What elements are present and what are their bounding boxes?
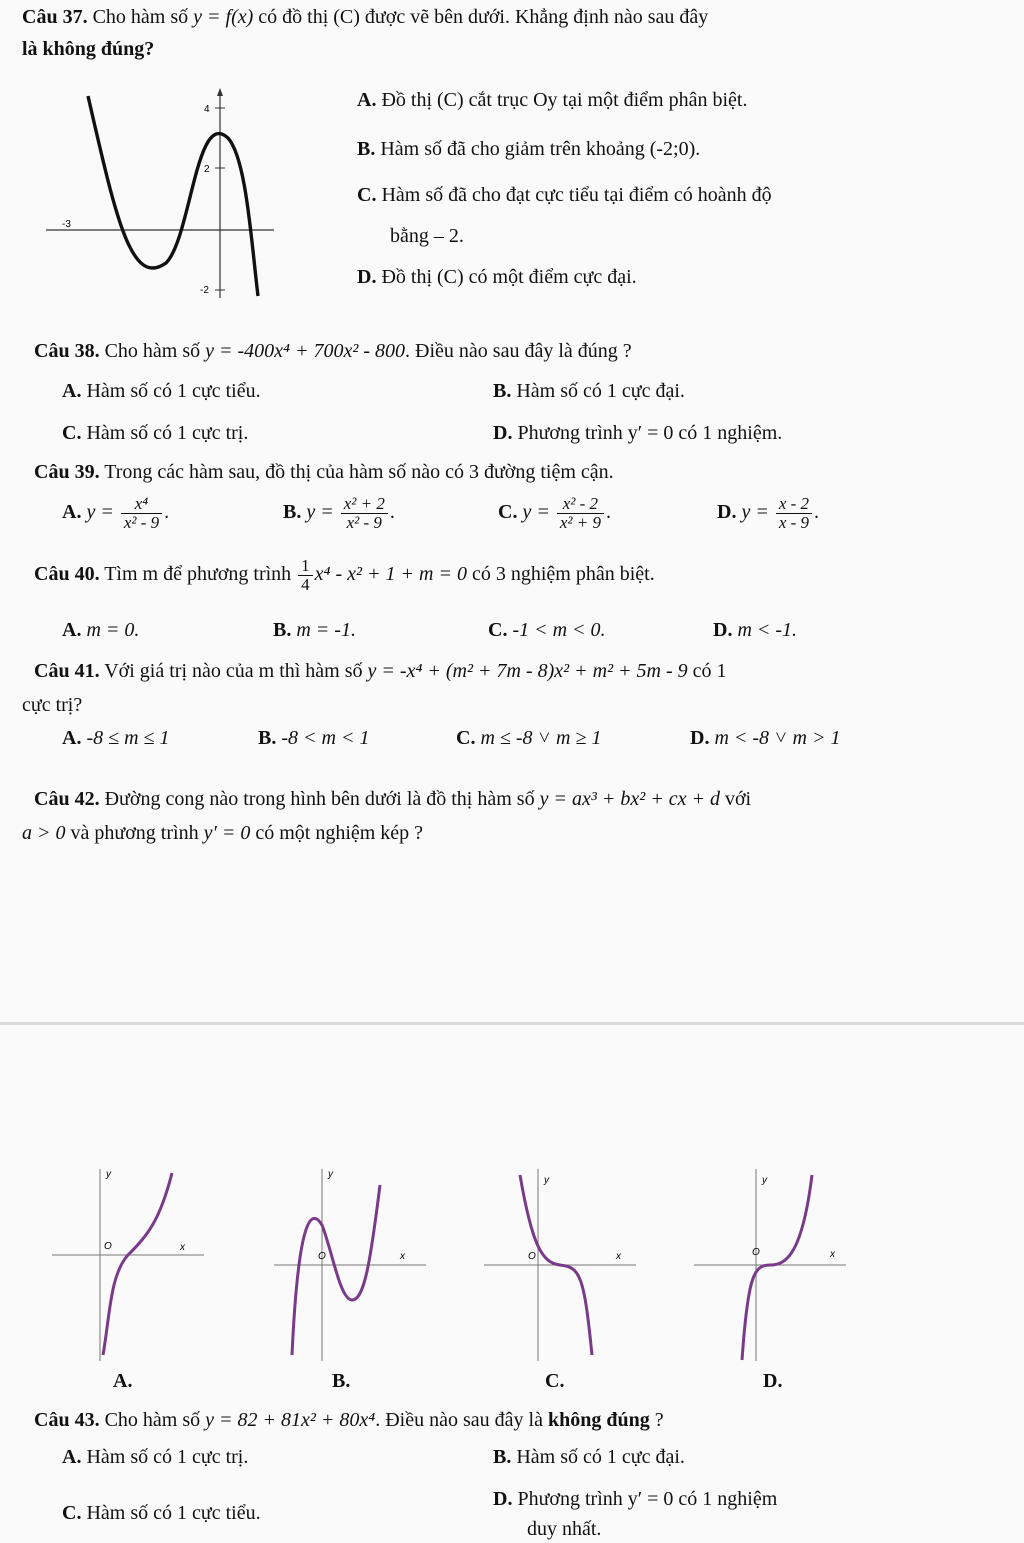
q37-curve	[88, 96, 258, 296]
q43-option-a-text: Hàm số có 1 cực trị.	[86, 1446, 249, 1468]
q39-option-d-lhs: y =	[741, 500, 769, 523]
q39-option-c-fraction	[557, 495, 604, 532]
q39-option-a-den: x² - 9	[123, 512, 160, 532]
q39-option-b-den: x² - 9	[346, 512, 382, 532]
q37-option-c[interactable]	[357, 184, 772, 207]
q42-b-origin-label: O	[318, 1251, 326, 1262]
q39-option-d[interactable]: D. y = $\frac{x - 2}{x - 9}$ .	[717, 494, 820, 532]
q37-label-2: 2	[204, 164, 210, 175]
q43-option-d-cont: duy nhất.	[527, 1518, 602, 1540]
q41-option-b[interactable]	[258, 727, 369, 750]
q37-option-d[interactable]	[357, 266, 637, 289]
q40-option-d[interactable]	[713, 619, 797, 642]
q39-option-c-label: C.	[498, 500, 518, 523]
q42-graph-c	[480, 1165, 640, 1365]
q37-stem-line2: là không đúng?	[22, 38, 155, 60]
q42-a-curve	[103, 1173, 172, 1355]
q37-option-a[interactable]	[357, 89, 747, 112]
q40-option-a-label: A.	[62, 619, 82, 641]
q37-graph	[46, 88, 278, 300]
q43-stem-b: . Điều nào sau đây là	[375, 1409, 543, 1431]
q40-stem-a: Tìm m để phương trình	[104, 562, 292, 585]
q40-stem	[34, 557, 655, 594]
q37-label-neg3: -3	[62, 219, 71, 230]
q41-stem-line1	[34, 660, 727, 683]
q42-graph-b-label[interactable]: B.	[332, 1370, 351, 1392]
q41-option-d[interactable]	[690, 727, 841, 750]
q41-option-b-text: -8 < m < 1	[281, 727, 370, 749]
q38-option-a[interactable]	[62, 380, 261, 403]
q38-option-a-text: Hàm số có 1 cực tiểu.	[86, 380, 261, 402]
q41-option-c[interactable]	[456, 727, 601, 750]
q43-option-a[interactable]	[62, 1446, 248, 1469]
q39-option-a-lhs: y =	[86, 500, 114, 523]
q42-d-curve	[742, 1175, 812, 1360]
q43-function: y = 82 + 81x² + 80x⁴	[205, 1409, 376, 1431]
q39-option-b-num: x² + 2	[341, 495, 388, 514]
q39-option-a[interactable]: A. y = $\frac{\text{x⁴}}{\text{x² - 9}}$ .	[62, 494, 170, 532]
q37-stem-line1	[22, 6, 708, 29]
q42-a-origin-label: O	[104, 1241, 112, 1252]
q41-option-a-text: -8 ≤ m ≤ 1	[86, 727, 170, 749]
q41-option-a[interactable]	[62, 727, 170, 750]
q40-option-b-text: m = -1.	[296, 619, 356, 641]
q43-option-c[interactable]	[62, 1502, 261, 1525]
q38-option-d[interactable]	[493, 422, 782, 445]
q42-graph-a-label[interactable]: A.	[113, 1370, 133, 1392]
q37-option-d-text: Đồ thị (C) có một điểm cực đại.	[381, 266, 637, 288]
q39-option-c-den: x² + 9	[559, 512, 601, 532]
q42-graph-c-label[interactable]: C.	[545, 1370, 565, 1392]
q41-title: Câu 41.	[34, 660, 100, 682]
q37-option-c-label: C.	[357, 184, 377, 206]
q39-option-b-lhs: y =	[306, 500, 334, 523]
q42-b-curve	[292, 1185, 380, 1355]
q41-function: y = -x⁴ + (m² + 7m - 8)x² + m² + 5m - 9	[367, 660, 688, 682]
q40-option-d-label: D.	[713, 619, 733, 641]
q39-option-d-num: x - 2	[776, 495, 812, 514]
q42-graph-d-label[interactable]: D.	[763, 1370, 783, 1392]
q43-stem-bold: không đúng	[547, 1409, 650, 1431]
q39-option-d-fraction	[776, 495, 812, 532]
q41-option-c-label: C.	[456, 727, 476, 749]
q37-graph-y-arrow	[217, 88, 223, 96]
q39-option-b[interactable]: B. y = $\frac{\text{x² + 2}}{\text{x² - 9}}$ .	[283, 494, 395, 532]
q37-option-b-label: B.	[357, 138, 376, 160]
q40-frac-den: 4	[301, 574, 310, 594]
q39-stem	[34, 461, 614, 484]
q37-option-b-text: Hàm số đã cho giảm trên khoảng (-2;0).	[380, 138, 701, 160]
q40-fraction	[298, 557, 313, 594]
q37-title: Câu 37.	[22, 6, 88, 28]
q43-title: Câu 43.	[34, 1409, 100, 1431]
q38-option-a-label: A.	[62, 380, 82, 402]
q41-stem-b: có 1	[692, 660, 727, 682]
q39-option-a-label: A.	[62, 500, 82, 523]
q38-stem-b: . Điều nào sau đây là đúng ?	[405, 340, 632, 362]
q38-stem-a: Cho hàm số	[104, 340, 201, 362]
q42-c-y-label: y	[544, 1175, 549, 1186]
q40-option-c[interactable]	[488, 619, 606, 642]
q42-c-x-label: x	[616, 1251, 621, 1262]
q43-stem-a: Cho hàm số	[104, 1409, 201, 1431]
q38-option-c[interactable]	[62, 422, 248, 445]
q42-a-y-label: y	[106, 1169, 111, 1180]
q38-option-c-text: Hàm số có 1 cực trị.	[86, 422, 249, 444]
q39-option-a-num: x⁴	[121, 495, 162, 514]
q38-title: Câu 38.	[34, 340, 100, 362]
q42-b-y-label: y	[328, 1169, 333, 1180]
q38-option-b-text: Hàm số có 1 cực đại.	[516, 380, 685, 402]
q43-stem-c: ?	[654, 1409, 664, 1431]
q37-option-b[interactable]	[357, 138, 700, 161]
q43-option-b-label: B.	[493, 1446, 512, 1468]
q40-option-a[interactable]	[62, 619, 139, 642]
q42-d-y-label: y	[762, 1175, 767, 1186]
q43-option-d[interactable]	[493, 1488, 777, 1511]
q42-stem-b: với	[724, 788, 752, 810]
q37-stem-b: có đồ thị (C) được vẽ bên dưới. Khẳng định nào sau đây	[258, 6, 709, 28]
q41-stem-line2: cực trị?	[22, 694, 83, 716]
q37-label-4: 4	[204, 104, 210, 115]
q42-graph-b	[270, 1165, 430, 1365]
q42-b-x-label: x	[400, 1251, 405, 1262]
q43-option-c-label: C.	[62, 1502, 82, 1524]
q42-a-x-label: x	[180, 1242, 185, 1253]
q39-stem-text: Trong các hàm sau, đồ thị của hàm số nào có 3 đường tiệm cận.	[104, 461, 614, 483]
q43-option-a-label: A.	[62, 1446, 82, 1468]
q43-option-b-text: Hàm số có 1 cực đại.	[516, 1446, 685, 1468]
q40-title: Câu 40.	[34, 562, 100, 585]
q43-option-d-label: D.	[493, 1488, 513, 1510]
q38-option-c-label: C.	[62, 422, 82, 444]
q42-stem-a: Đường cong nào trong hình bên dưới là đồ thị hàm số	[104, 788, 535, 810]
q40-option-c-label: C.	[488, 619, 508, 641]
q42-derivative: y′ = 0	[203, 822, 251, 844]
q38-option-b[interactable]	[493, 380, 685, 403]
q42-graph-d	[690, 1165, 850, 1365]
q37-option-a-text: Đồ thị (C) cắt trục Oy tại một điểm phân biệt.	[381, 89, 748, 111]
q40-frac-num: 1	[298, 557, 313, 576]
q42-stem-line2	[22, 822, 423, 845]
q37-stem-a: Cho hàm số	[92, 6, 189, 28]
q39-option-d-den: x - 9	[778, 512, 810, 532]
q39-option-c[interactable]: C. y = $\frac{\text{x² - 2}}{\text{x² + 9}}$ .	[498, 494, 611, 532]
q38-option-d-text: Phương trình y′ = 0 có 1 nghiệm.	[517, 422, 783, 444]
q39-option-a-fraction	[121, 495, 162, 532]
q37-function: y = f(x)	[193, 6, 254, 28]
q37-option-c-text: Hàm số đã cho đạt cực tiểu tại điểm có hoành độ	[381, 184, 772, 206]
q42-c-origin-label: O	[528, 1251, 536, 1262]
q37-option-c-cont: bằng – 2.	[390, 225, 464, 247]
q37-option-a-label: A.	[357, 89, 377, 111]
q40-option-b[interactable]	[273, 619, 356, 642]
q42-stem-c2: và phương trình	[70, 822, 199, 844]
q39-option-c-lhs: y =	[522, 500, 550, 523]
q41-stem-a: Với giá trị nào của m thì hàm số	[104, 660, 363, 682]
q37-label-neg2: -2	[200, 285, 209, 296]
q37-option-d-label: D.	[357, 266, 377, 288]
q39-option-c-num: x² - 2	[557, 495, 604, 514]
q42-stem-line1	[34, 788, 751, 811]
q38-option-d-label: D.	[493, 422, 513, 444]
q40-option-a-text: m = 0.	[86, 619, 140, 641]
q39-option-b-label: B.	[283, 500, 302, 523]
q42-graph-a	[48, 1165, 208, 1365]
q43-option-d-text: Phương trình y′ = 0 có 1 nghiệm	[517, 1488, 778, 1510]
q39-option-b-fraction	[341, 495, 388, 532]
q43-option-b[interactable]	[493, 1446, 685, 1469]
q41-option-d-text: m < -8 ˅ m > 1	[714, 727, 841, 749]
q40-equation: x⁴ - x² + 1 + m = 0	[314, 562, 467, 585]
q41-option-b-label: B.	[258, 727, 277, 749]
q38-option-b-label: B.	[493, 380, 512, 402]
q41-option-c-text: m ≤ -8 ˅ m ≥ 1	[480, 727, 602, 749]
page-divider	[0, 1022, 1024, 1025]
q38-stem	[34, 340, 632, 363]
q38-function: y = -400x⁴ + 700x² - 800	[205, 340, 406, 362]
q43-stem	[34, 1409, 664, 1432]
q42-title: Câu 42.	[34, 788, 100, 810]
q42-d-x-label: x	[830, 1249, 835, 1260]
q41-option-a-label: A.	[62, 727, 82, 749]
q39-option-d-label: D.	[717, 500, 737, 523]
q39-title: Câu 39.	[34, 461, 100, 483]
q40-option-c-text: -1 < m < 0.	[512, 619, 606, 641]
q40-option-d-text: m < -1.	[737, 619, 798, 641]
q42-condition: a > 0	[22, 822, 66, 844]
q43-option-c-text: Hàm số có 1 cực tiểu.	[86, 1502, 261, 1524]
q42-function: y = ax³ + bx² + cx + d	[539, 788, 720, 810]
q42-d-origin-label: O	[752, 1247, 760, 1258]
q41-option-d-label: D.	[690, 727, 710, 749]
q42-stem-c4: có một nghiệm kép ?	[255, 822, 424, 844]
q40-stem-b: có 3 nghiệm phân biệt.	[471, 562, 655, 585]
q40-option-b-label: B.	[273, 619, 292, 641]
